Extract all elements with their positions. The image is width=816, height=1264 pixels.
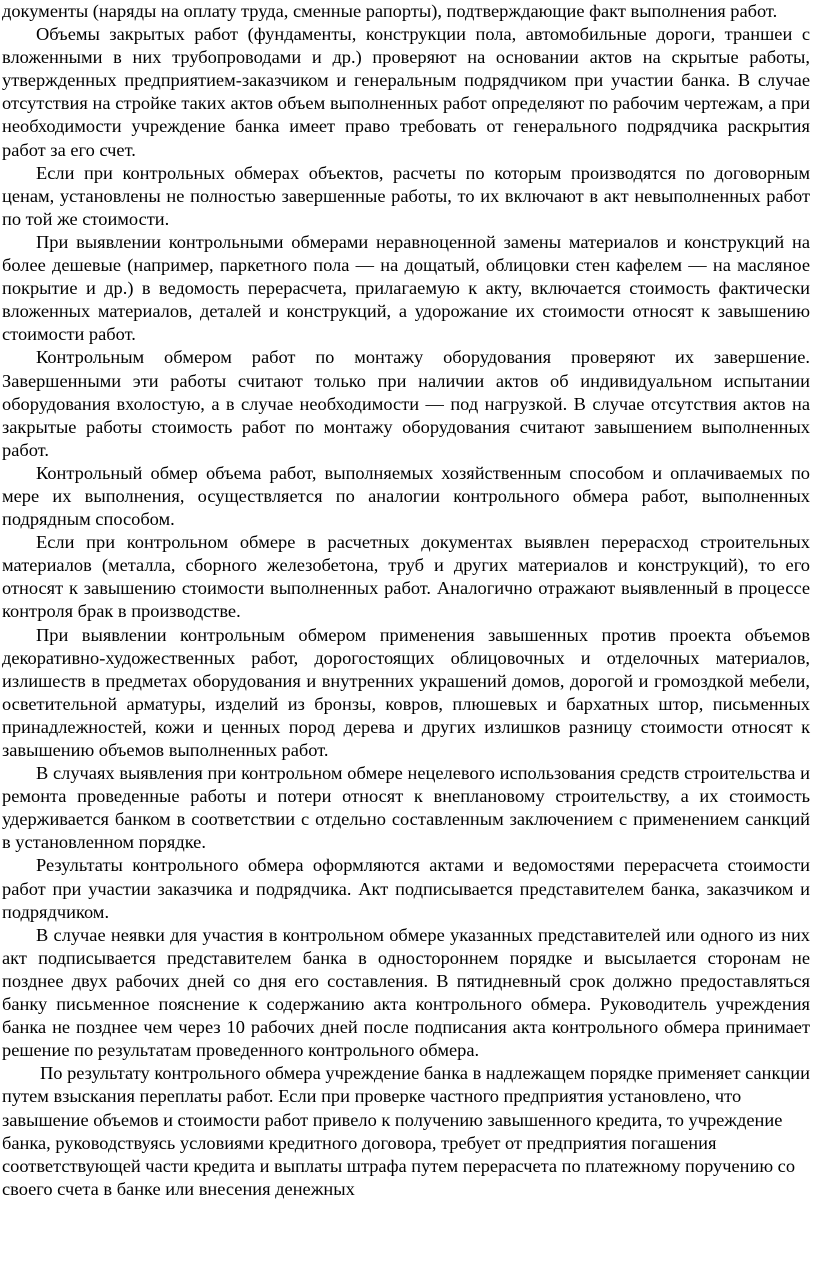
paragraph-household-method: Контрольный обмер объема работ, выполняемых хозяйственным способом и оплачиваемых по мере их выполнения, осуществляется по аналогии контрольного обмера работ, выполненных подрядным способом. — [2, 462, 810, 530]
paragraph-excessive-decor: При выявлении контрольным обмером применения завышенных против проекта объемов декоративно-художественных работ, дорогостоящих облицовочных и отделочных материалов, излишеств в предметах оборудования и внутренних украшений домов, дорогой и громоздкой мебели, осветительной арматуры, изделий из бронзы, ковров, плюшевых и бархатных штор, письменных принадлежностей, кожи и ценных пород дерева и других излишков разницу стоимости относят к завышению объемов выполненных работ. — [2, 624, 810, 760]
paragraph-closed-works: Объемы закрытых работ (фундаменты, конструкции пола, автомобильные дороги, траншеи с вложенными в них трубопроводами и др.) проверяют на основании актов на скрытые работы, утвержденных предприятием-заказчиком и генеральным подрядчиком при участии банка. В случае отсутствия на стройке таких актов объем выполненных работ определяют по рабочим чертежам, а при необходимости учреждение банка имеет право требовать от генерального подрядчика раскрытия работ за его счет. — [2, 24, 810, 160]
paragraph-equipment-installation: Контрольным обмером работ по монтажу оборудования проверяют их завершение. Завершенными эти работы считают только при наличии актов об индивидуальном испытании оборудования вхолостую, а в случае необходимости — под нагрузкой. В случае отсутствия актов на закрытые работы стоимость работ по монтажу оборудования считают завышением выполненных работ. — [2, 347, 810, 460]
paragraph-results-documentation: Результаты контрольного обмера оформляются актами и ведомостями перерасчета стоимости работ при участии заказчика и подрядчика. Акт подписывается представителем банка, заказчиком и подрядчиком. — [2, 855, 810, 922]
paragraph-incomplete-works: Если при контрольных обмерах объектов, расчеты по которым производятся по договорным ценам, установлены не полностью завершенные работы, то их включают в акт невыполненных работ по той же стоимости. — [2, 162, 810, 229]
paragraph-continuation: документы (наряды на оплату труда, сменные рапорты), подтверждающие факт выполнения работ. — [2, 1, 778, 21]
paragraph-sanctions: По результату контрольного обмера учреждение банка в надлежащем порядке применяет санкции путем взыскания переплаты работ. Если при проверке частного предприятия установлено, что завышение объемов и стоимости работ привело к получению завышенного кредита, то учреждение банка, руководствуясь условиями кредитного договора, требует от предприятия погашения соответствующей части кредита и выплаты штрафа путем перерасчета по платежному поручению со своего счета в банке или внесения денежных — [2, 1063, 810, 1199]
paragraph-material-overuse: Если при контрольном обмере в расчетных документах выявлен перерасход строительных материалов (металла, сборного железобетона, труб и других материалов и конструкций), то его относят к завышению стоимости выполненных работ. Аналогично отражают выявленный в процессе контроля брак в производстве. — [2, 532, 810, 622]
paragraph-material-substitution: При выявлении контрольными обмерами неравноценной замены материалов и конструкций на более дешевые (например, паркетного пола — на дощатый, облицовки стен кафелем — на масляное покрытие и др.) в ведомость перерасчета, прилагаемую к акту, включается стоимость фактически вложенных материалов, деталей и конструкций, а удорожание их стоимости относят к завышению стоимости работ. — [2, 231, 810, 345]
paragraph-absence-of-representatives: В случае неявки для участия в контрольном обмере указанных представителей или одного из них акт подписывается представителем банка в одностороннем порядке и высылается сторонам не позднее двух рабочих дней со дня его составления. В пятидневный срок должно предоставляться банку письменное пояснение к содержанию акта контрольного обмера. Руководитель учреждения банка не позднее чем через 10 рабочих дней после подписания акта контрольного обмера принимает решение по результатам проведенного контрольного обмера. — [2, 924, 810, 1061]
paragraph-misuse-of-funds: В случаях выявления при контрольном обмере нецелевого использования средств строительства и ремонта проведенные работы и потери относят к внеплановому строительству, а их стоимость удерживается банком в соответствии с отдельно составленным заключением с применением санкций в установленном порядке. — [2, 763, 810, 853]
